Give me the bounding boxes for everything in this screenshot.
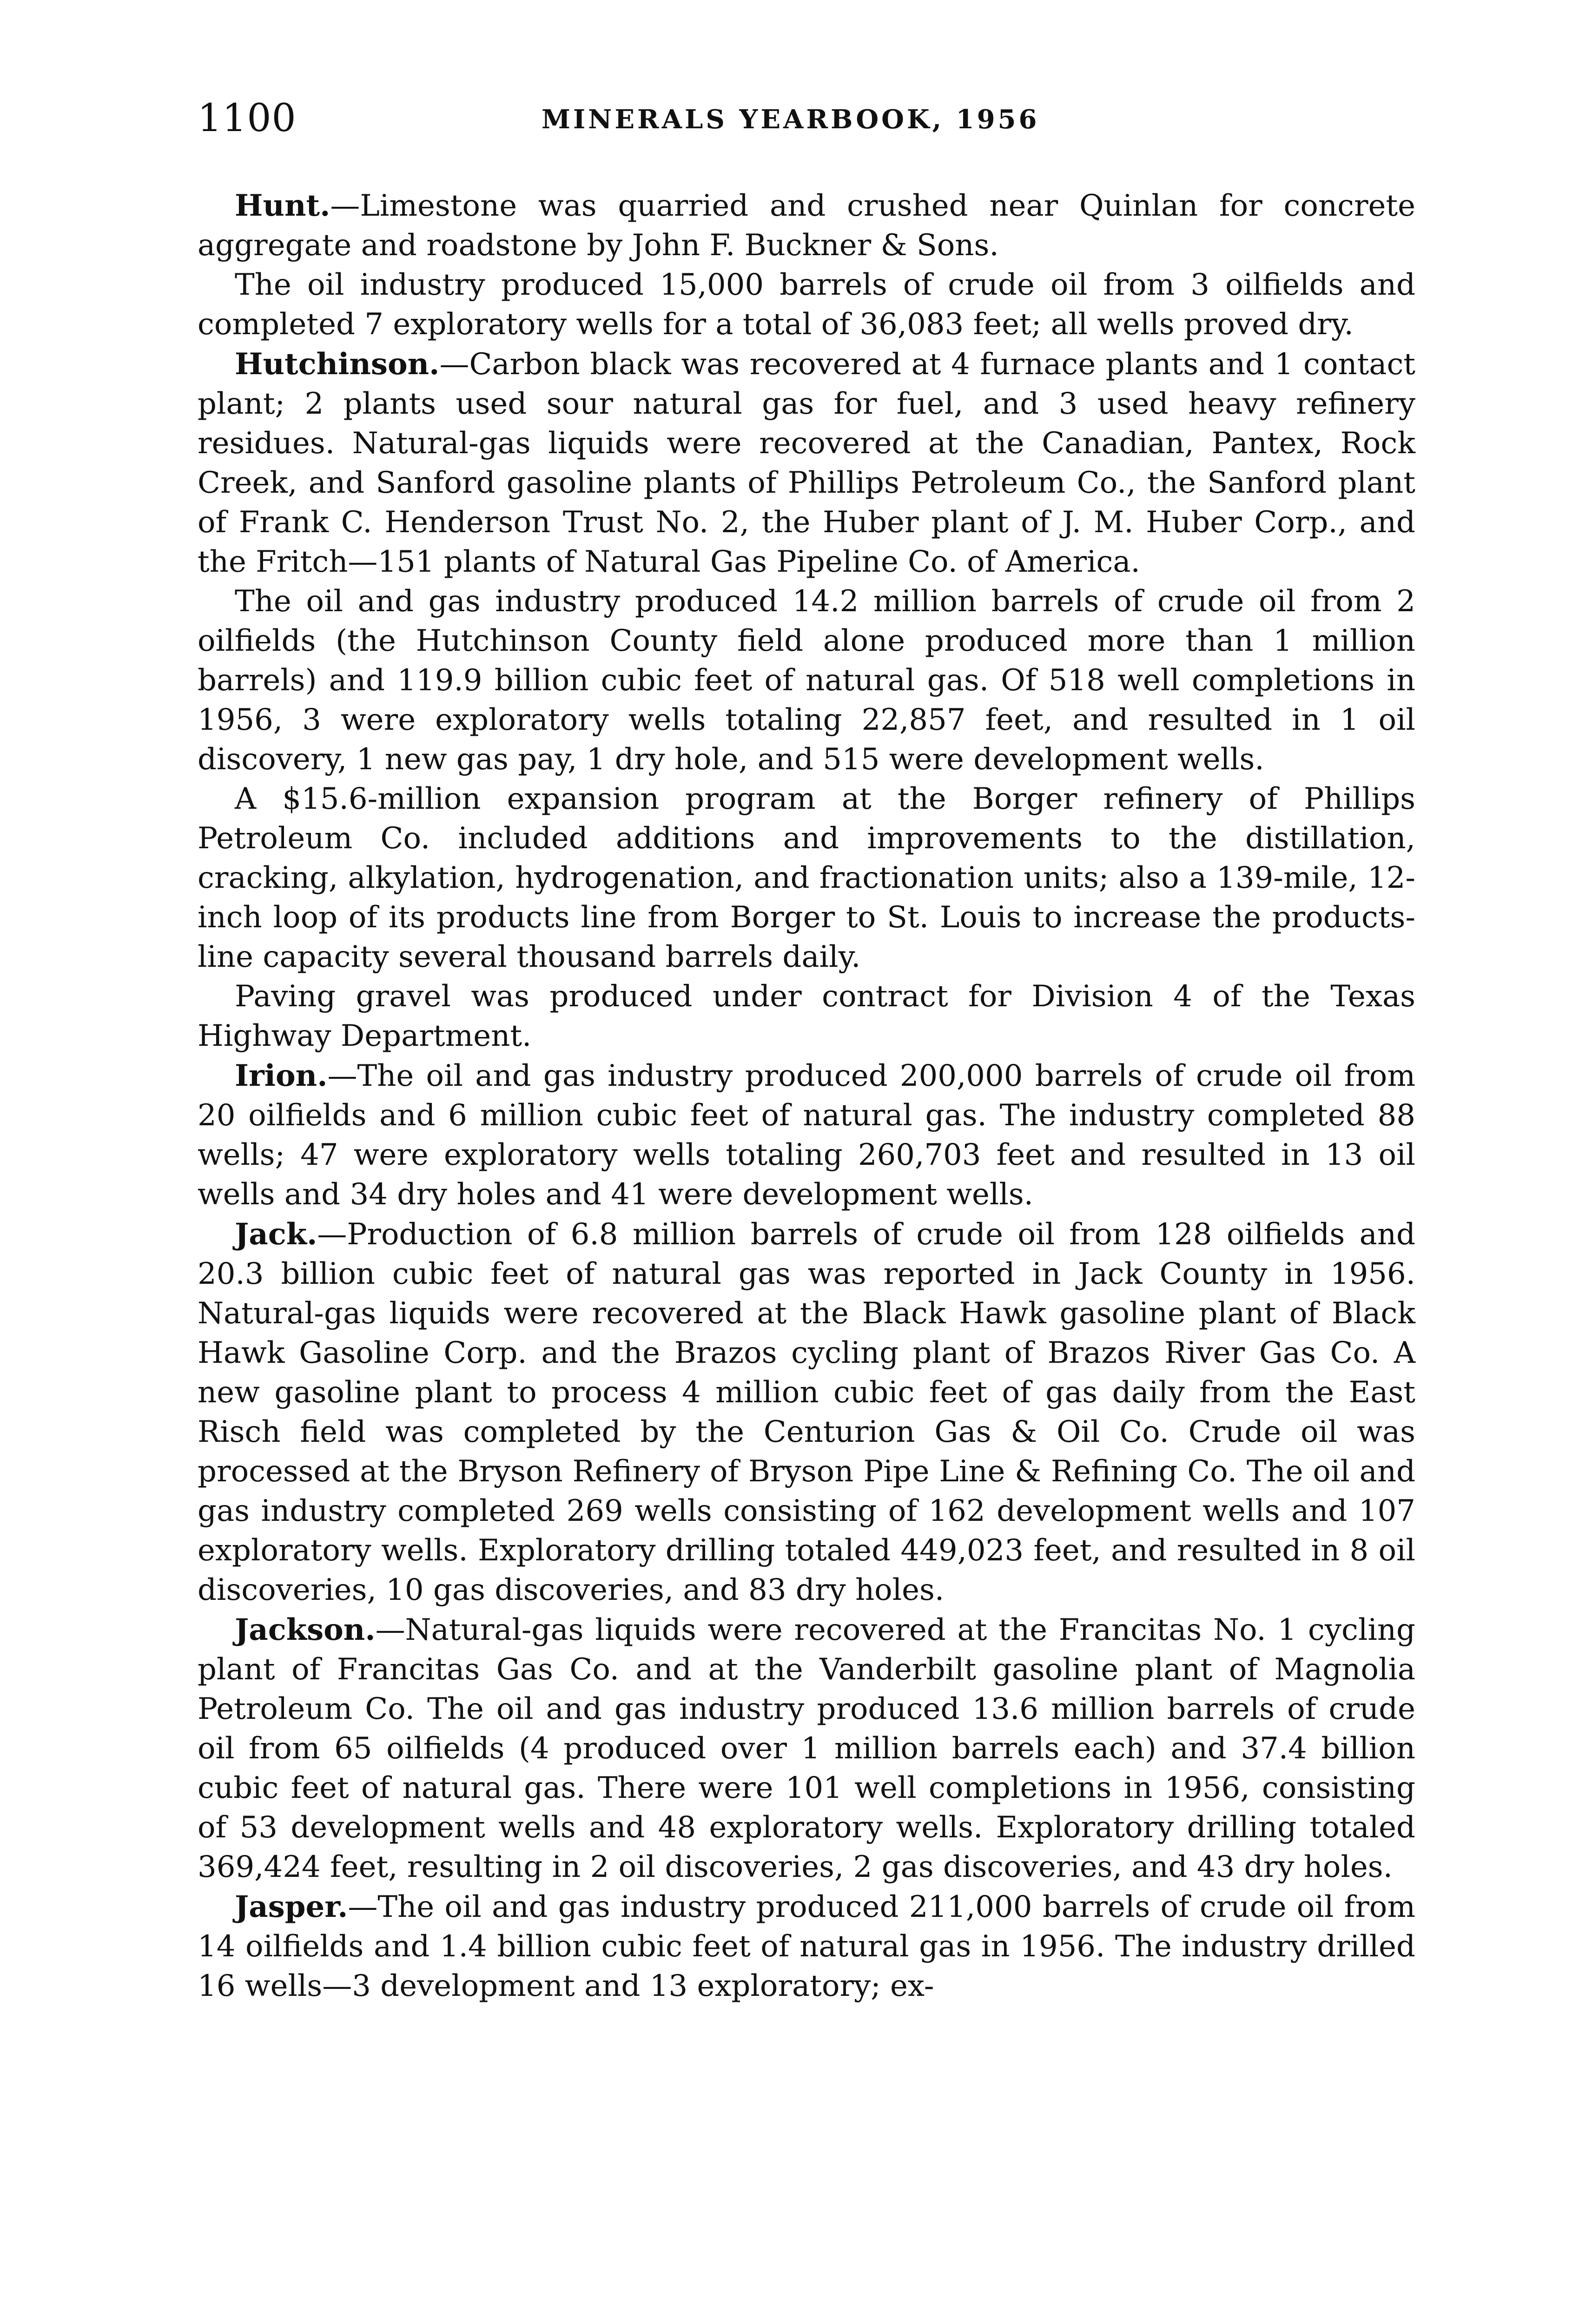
county-name: Hutchinson. [235,347,440,382]
paragraph-irion [198,1056,1415,1215]
paragraph-text: —The oil and gas industry produced 200,000 barrels of crude oil from 20 oilfields and 6 million cubic feet of natural gas. The industry completed 88 wells; 47 were exploratory wells totaling 260,703 feet and resulted in 13 oil wells and 34 dry holes and 41 were development wells. [198,1059,1415,1212]
page-header [198,95,1415,146]
paragraph-hunt [198,186,1415,265]
paragraph-hutchinson-gravel [198,977,1415,1056]
body-text [198,186,1415,2006]
paragraph-text: —Production of 6.8 million barrels of crude oil from 128 oilfields and 20.3 billion cubic feet of natural gas was reported in Jack County in 1956. Natural-gas liquids were recovered at the Black Hawk gasoline plant of Black Hawk Gasoline Corp. and the Brazos cycling plant of Brazos River Gas Co. A new gasoline plant to process 4 million cubic feet of gas daily from the East Risch field was completed by the Centurion Gas & Oil Co. Crude oil was processed at the Bryson Refinery of Bryson Pipe Line & Refining Co. The oil and gas industry completed 269 wells consisting of 162 development wells and 107 exploratory wells. Exploratory drilling totaled 449,023 feet, and resulted in 8 oil discoveries, 10 gas discoveries, and 83 dry holes. [198,1217,1415,1607]
paragraph-text: Paving gravel was produced under contract for Division 4 of the Texas Highway Department. [198,979,1415,1053]
paragraph-jasper [198,1887,1415,2006]
county-name: Hunt. [235,188,330,223]
paragraph-text: —Natural-gas liquids were recovered at the Francitas No. 1 cycling plant of Francitas Gas Co. and at the Vanderbilt gasoline plant of Magnolia Petroleum Co. The oil and gas industry produced 13.6 million barrels of crude oil from 65 oilfields (4 produced over 1 million barrels each) and 37.4 billion cubic feet of natural gas. There were 101 well completions in 1956, consisting of 53 development wells and 48 exploratory wells. Exploratory drilling totaled 369,424 feet, resulting in 2 oil discoveries, 2 gas discoveries, and 43 dry holes. [198,1613,1415,1884]
paragraph-hutchinson [198,344,1415,582]
county-name: Jasper. [235,1889,348,1924]
paragraph-text: —Limestone was quarried and crushed near Quinlan for concrete aggregate and roadstone by John F. Buckner & Sons. [198,189,1415,263]
county-name: Irion. [235,1058,328,1093]
paragraph-hunt-oil [198,265,1415,344]
paragraph-text: The oil industry produced 15,000 barrels of crude oil from 3 oilfields and completed 7 exploratory wells for a total of 36,083 feet; all wells proved dry. [198,268,1415,342]
paragraph-hutchinson-refinery [198,779,1415,977]
paragraph-hutchinson-oil [198,582,1415,779]
paragraph-jack [198,1215,1415,1610]
county-name: Jack. [235,1217,317,1252]
paragraph-text: A $15.6-million expansion program at the Borger refinery of Phillips Petroleum Co. included additions and improvements to the distillation, cracking, alkylation, hydrogenation, and fractionation units; also a 139-mile, 12-inch loop of its products line from Borger to St. Louis to increase the products-line capacity several thousand barrels daily. [198,782,1415,974]
paragraph-text: —Carbon black was recovered at 4 furnace plants and 1 contact plant; 2 plants used sour natural gas for fuel, and 3 used heavy refinery residues. Natural-gas liquids were recovered at the Canadian, Pantex, Rock Creek, and Sanford gasoline plants of Phillips Petroleum Co., the Sanford plant of Frank C. Henderson Trust No. 2, the Huber plant of J. M. Huber Corp., and the Fritch—151 plants of Natural Gas Pipeline Co. of America. [198,347,1415,579]
county-name: Jackson. [235,1612,376,1647]
paragraph-text: —The oil and gas industry produced 211,000 barrels of crude oil from 14 oilfields and 1.4 billion cubic feet of natural gas in 1956. The industry drilled 16 wells—3 development and 13 exploratory; ex- [198,1890,1415,2003]
paragraph-jackson [198,1610,1415,1887]
running-head: MINERALS YEARBOOK, 1956 [542,104,1040,135]
page-number: 1100 [198,96,297,140]
paragraph-text: The oil and gas industry produced 14.2 million barrels of crude oil from 2 oilfields (the Hutchinson County field alone produced more than 1 million barrels) and 119.9 billion cubic feet of natural gas. Of 518 well completions in 1956, 3 were exploratory wells totaling 22,857 feet, and resulted in 1 oil discovery, 1 new gas pay, 1 dry hole, and 515 were development wells. [198,584,1415,777]
